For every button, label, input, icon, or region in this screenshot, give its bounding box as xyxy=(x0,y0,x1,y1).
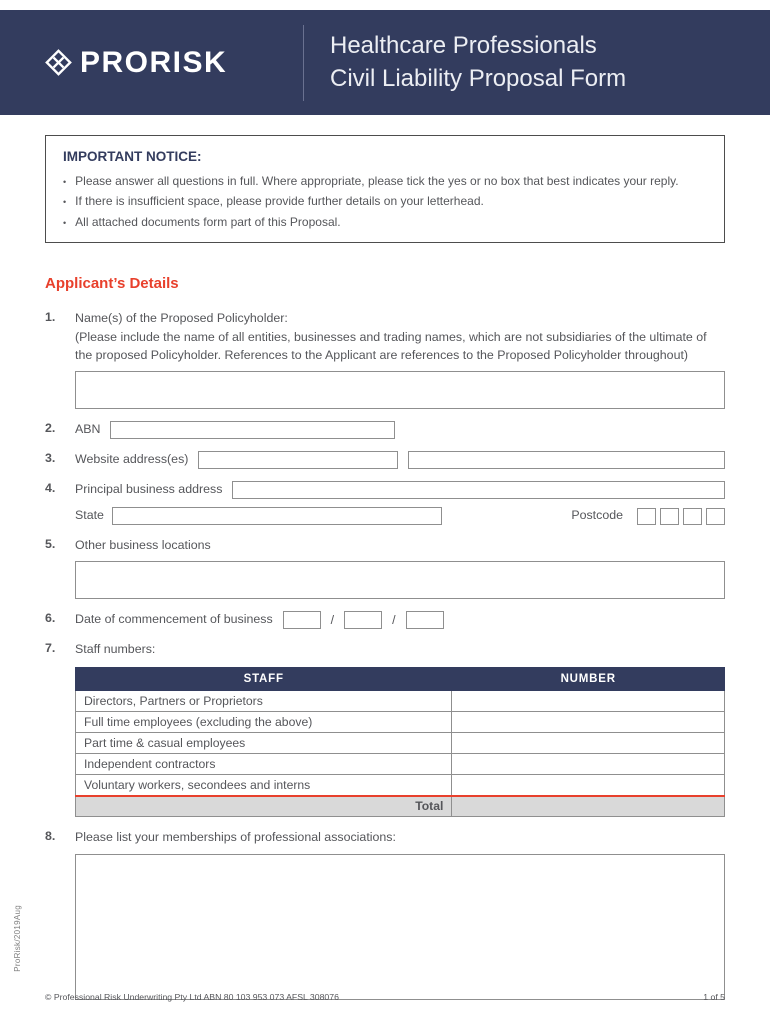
table-row xyxy=(76,691,725,712)
staff-table xyxy=(75,667,725,817)
staff-label-cell: Voluntary workers, secondees and interns xyxy=(76,775,452,796)
bullet-icon: • xyxy=(63,217,67,228)
postcode-box-1[interactable] xyxy=(637,508,656,525)
question-3 xyxy=(45,451,725,469)
website-input-2[interactable] xyxy=(408,451,725,469)
staff-number-cell[interactable] xyxy=(452,754,725,775)
staff-number-cell[interactable] xyxy=(452,712,725,733)
question-2 xyxy=(45,421,725,439)
staff-label-cell: Directors, Partners or Proprietors xyxy=(76,691,452,712)
total-number-cell[interactable] xyxy=(452,796,725,817)
question-label: ABN xyxy=(75,422,101,437)
table-row xyxy=(76,775,725,796)
question-number: 3. xyxy=(45,451,56,466)
notice-text: All attached documents form part of this Proposal. xyxy=(75,214,341,229)
question-number: 5. xyxy=(45,537,56,552)
question-label: Other business locations xyxy=(75,538,211,553)
question-number: 6. xyxy=(45,611,56,626)
question-5 xyxy=(45,537,725,599)
website-input-1[interactable] xyxy=(198,451,398,469)
number-column-header: NUMBER xyxy=(452,668,725,691)
bullet-icon: • xyxy=(63,197,67,208)
abn-input[interactable] xyxy=(110,421,395,439)
footer-copyright: © Professional Risk Underwriting Pty Ltd ABN 80 103 953 073 AFSL 308076 xyxy=(45,992,339,1002)
postcode-box-2[interactable] xyxy=(660,508,679,525)
prorisk-logo xyxy=(45,46,303,80)
question-label: Principal business address xyxy=(75,482,223,497)
staff-table-header-row xyxy=(76,668,725,691)
question-1 xyxy=(45,310,725,409)
state-input[interactable] xyxy=(112,507,442,525)
notice-item xyxy=(63,191,707,211)
notice-text: Please answer all questions in full. Where appropriate, please tick the yes or no box that best indicates your reply. xyxy=(75,174,679,188)
header-banner xyxy=(0,10,770,115)
business-address-input[interactable] xyxy=(232,481,725,499)
logo-text: PRORISK xyxy=(80,45,228,79)
notice-item xyxy=(63,171,707,191)
question-4 xyxy=(45,481,725,525)
question-number: 7. xyxy=(45,641,56,656)
question-7 xyxy=(45,641,725,817)
question-6 xyxy=(45,611,725,629)
bullet-icon: • xyxy=(63,177,67,187)
postcode-box-3[interactable] xyxy=(683,508,702,525)
prorisk-logo-icon xyxy=(45,49,72,76)
form-title-line1: Healthcare Professionals xyxy=(330,32,597,60)
question-label: Staff numbers: xyxy=(75,642,156,657)
staff-column-header: STAFF xyxy=(76,668,452,691)
form-version-text: ProRisk/2019Aug xyxy=(13,905,22,972)
question-number: 8. xyxy=(45,829,56,844)
page-footer xyxy=(45,992,725,1002)
postcode-boxes xyxy=(637,508,725,525)
question-number: 4. xyxy=(45,481,56,496)
total-row xyxy=(76,796,725,817)
staff-number-cell[interactable] xyxy=(452,733,725,754)
date-month-input[interactable] xyxy=(344,611,382,629)
form-title xyxy=(330,30,626,95)
date-year-input[interactable] xyxy=(406,611,444,629)
total-label-cell: Total xyxy=(76,796,452,817)
table-row xyxy=(76,733,725,754)
notice-title: IMPORTANT NOTICE: xyxy=(63,149,202,164)
staff-label-cell: Full time employees (excluding the above) xyxy=(76,712,452,733)
table-row xyxy=(76,754,725,775)
other-locations-input[interactable] xyxy=(75,561,725,599)
notice-item xyxy=(63,212,707,232)
postcode-box-4[interactable] xyxy=(706,508,725,525)
header-divider xyxy=(303,25,304,101)
table-row xyxy=(76,712,725,733)
staff-label-cell: Part time & casual employees xyxy=(76,733,452,754)
question-number: 2. xyxy=(45,421,56,436)
date-separator: / xyxy=(330,613,335,628)
footer-page-number: 1 of 5 xyxy=(703,992,725,1002)
memberships-input[interactable] xyxy=(75,854,725,1000)
question-label: Website address(es) xyxy=(75,452,189,467)
state-label: State xyxy=(75,508,104,523)
date-separator: / xyxy=(392,613,396,628)
postcode-label: Postcode xyxy=(571,508,623,523)
question-number: 1. xyxy=(45,310,56,325)
form-content xyxy=(0,135,770,1000)
staff-number-cell[interactable] xyxy=(452,775,725,796)
question-label: Please list your memberships of professional associations: xyxy=(75,830,396,845)
question-label: Date of commencement of business xyxy=(75,612,273,627)
policyholder-name-input[interactable] xyxy=(75,371,725,409)
question-label: Name(s) of the Proposed Policyholder: xyxy=(75,311,288,326)
form-title-line2: Civil Liability Proposal Form xyxy=(330,64,627,92)
date-day-input[interactable] xyxy=(283,611,321,629)
question-8 xyxy=(45,829,725,1000)
staff-label-cell: Independent contractors xyxy=(76,754,452,775)
staff-number-cell[interactable] xyxy=(452,691,725,712)
notice-text: If there is insufficient space, please provide further details on your letterhead. xyxy=(75,194,484,209)
important-notice-box xyxy=(45,135,725,243)
section-title-applicants-details: Applicant’s Details xyxy=(45,275,179,293)
question-sublabel: (Please include the name of all entities, businesses and trading names, which are not subsidiaries of the ultimate of the proposed Policyholder. References to the Applicant are references to the Proposed Policyholder throughout) xyxy=(75,330,707,363)
